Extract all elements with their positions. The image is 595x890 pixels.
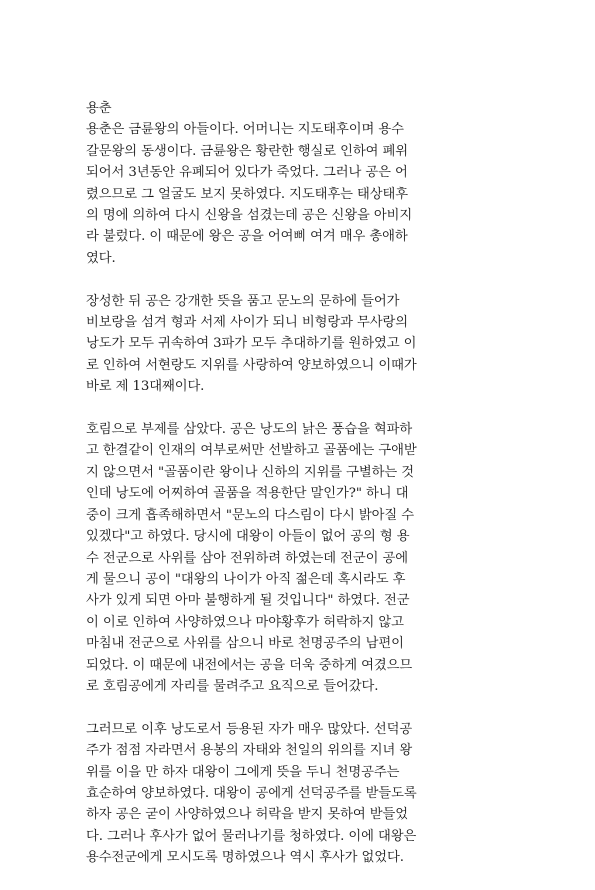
text-line: 사가 있게 되면 아마 불행하게 될 것입니다" 하였다. 전군 <box>86 593 410 609</box>
text-line: 하자 공은 굳이 사양하였으나 허락을 받지 못하여 받들었 <box>86 807 409 823</box>
text-line: 되어서 3년동안 유폐되어 있다가 죽었다. 그러나 공은 어 <box>86 165 408 181</box>
text-line: 효순하여 양보하였다. 대왕이 공에게 선덕공주를 받들도록 <box>86 785 417 801</box>
text-line: 고 한결같이 인재의 여부로써만 선발하고 골품에는 구애받 <box>86 443 417 459</box>
text-line: 라 불렀다. 이 때문에 왕은 공을 어여삐 여겨 매우 총애하 <box>86 229 408 245</box>
text-line: 용수전군에게 모시도록 명하였으나 역시 후사가 없었다. <box>86 850 404 866</box>
text-line: 중이 크게 흡족해하면서 "문노의 다스림이 다시 밝아질 수 <box>86 507 415 523</box>
document-body <box>86 98 514 890</box>
text-line: 호림으로 부제를 삼았다. 공은 낭도의 낡은 풍습을 혁파하 <box>86 422 413 438</box>
paragraph-list <box>86 119 514 868</box>
text-line: 다. 그러나 후사가 없어 물러나기를 청하였다. 이에 대왕은 <box>86 828 417 844</box>
text-line: 바로 제 13대째이다. <box>86 379 205 395</box>
text-line: 의 명에 의하여 다시 신왕을 섬겼는데 공은 신왕을 아비지 <box>86 208 413 224</box>
paragraph <box>86 291 514 398</box>
document-title: 용춘 <box>86 101 112 116</box>
text-line: 였다. <box>86 250 116 266</box>
text-line: 이 이로 인하여 사양하였으나 마야황후가 허락하지 않고 <box>86 614 404 630</box>
paragraph <box>86 419 514 697</box>
paragraph <box>86 119 514 269</box>
text-line: 지 않으면서 "골품이란 왕이나 신하의 지위를 구별하는 것 <box>86 464 415 480</box>
text-line: 위를 이을 만 하자 대왕이 그에게 뜻을 두니 천명공주는 <box>86 764 400 780</box>
text-line: 주가 점점 자라면서 용봉의 자태와 천일의 위의를 지녀 왕 <box>86 743 413 759</box>
text-line: 낭도가 모두 귀속하여 3파가 모두 추대하기를 원하였고 이 <box>86 336 417 352</box>
text-line: 게 물으니 공이 "대왕의 나이가 아직 젊은데 혹시라도 후 <box>86 571 406 587</box>
text-line: 있겠다"고 하였다. 당시에 대왕이 아들이 없어 공의 형 용 <box>86 529 410 545</box>
text-line: 갈문왕의 동생이다. 금륜왕은 황란한 행실로 인하여 폐위 <box>86 143 409 159</box>
text-line: 마침내 전군으로 사위를 삼으니 바로 천명공주의 남편이 <box>86 636 404 652</box>
text-line: 비보랑을 섬겨 형과 서제 사이가 되니 비형랑과 무사랑의 <box>86 315 409 331</box>
paragraph <box>86 719 514 869</box>
text-line: 로 인하여 서현랑도 지위를 사랑하여 양보하였으니 이때가 <box>86 357 417 373</box>
text-line: 인데 낭도에 어찌하여 골품을 적용한단 말인가?" 하니 대 <box>86 486 409 502</box>
text-line: 되었다. 이 때문에 내전에서는 공을 더욱 중하게 여겼으므 <box>86 657 413 673</box>
text-line: 장성한 뒤 공은 강개한 뜻을 품고 문노의 문하에 들어가 <box>86 293 400 309</box>
text-line: 용춘은 금륜왕의 아들이다. 어머니는 지도태후이며 용수 <box>86 122 404 138</box>
text-line: 그러므로 이후 낭도로서 등용된 자가 매우 많았다. 선덕공 <box>86 721 413 737</box>
text-line: 렸으므로 그 얼굴도 보지 못하였다. 지도태후는 태상태후 <box>86 186 409 202</box>
text-line: 수 전군으로 사위를 삼아 전위하려 하였는데 전군이 공에 <box>86 550 409 566</box>
text-line: 로 호림공에게 자리를 물려주고 요직으로 들어갔다. <box>86 678 379 694</box>
